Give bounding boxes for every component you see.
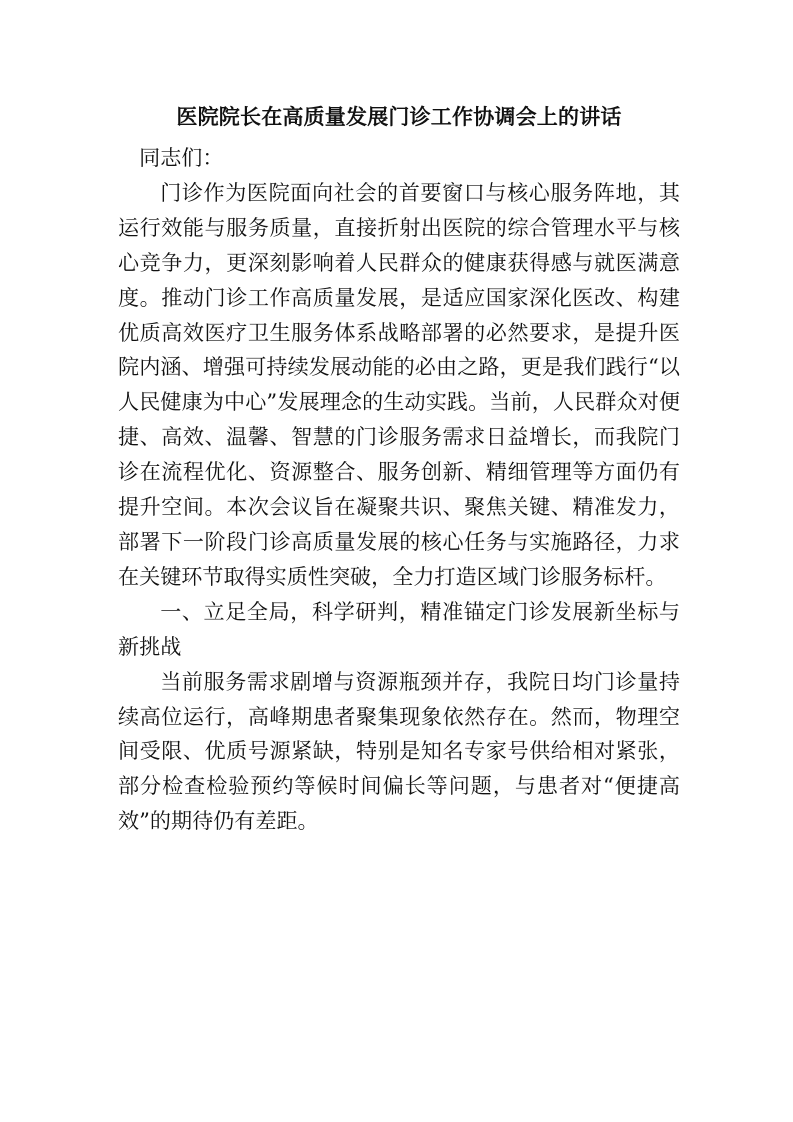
salutation: 同志们： — [139, 145, 224, 170]
document-title: 医院院长在高质量发展门诊工作协调会上的讲话 — [176, 104, 622, 129]
intro-paragraph: 门诊作为医院面向社会的首要窗口与核心服务阵地，其运行效能与服务质量，直接折射出医院的综合管理水平与核心竞争力，更深刻影响着人民群众的健康获得感与就医满意度。推动门诊工作高质量发展，是适应国家深化医改、构建优质高效医疗卫生服务体系战略部署的必然要求，是提升医院内涵、增强可持续发展动能的必由之路，更是我们践行“以人民健康为中心”发展理念的生动实践。当前，人民群众对便捷、高效、温馨、智慧的门诊服务需求日益增长，而我院门诊在流程优化、资源整合、服务创新、精细管理等方面仍有提升空间。本次会议旨在凝聚共识、聚焦关键、精准发力，部署下一阶段门诊高质量发展的核心任务与实施路径，力求在关键环节取得实质性突破，全力打造区域门诊服务标杆。 — [118, 179, 680, 589]
document-body — [118, 141, 680, 839]
section-heading: 一、立足全局，科学研判，精准锚定门诊发展新坐标与新挑战 — [118, 598, 680, 659]
section-paragraph: 当前服务需求剧增与资源瓶颈并存，我院日均门诊量持续高位运行，高峰期患者聚集现象依然存在。然而，物理空间受限、优质号源紧缺，特别是知名专家号供给相对紧张，部分检查检验预约等候时间偏长等问题，与患者对“便捷高效”的期待仍有差距。 — [118, 668, 680, 834]
